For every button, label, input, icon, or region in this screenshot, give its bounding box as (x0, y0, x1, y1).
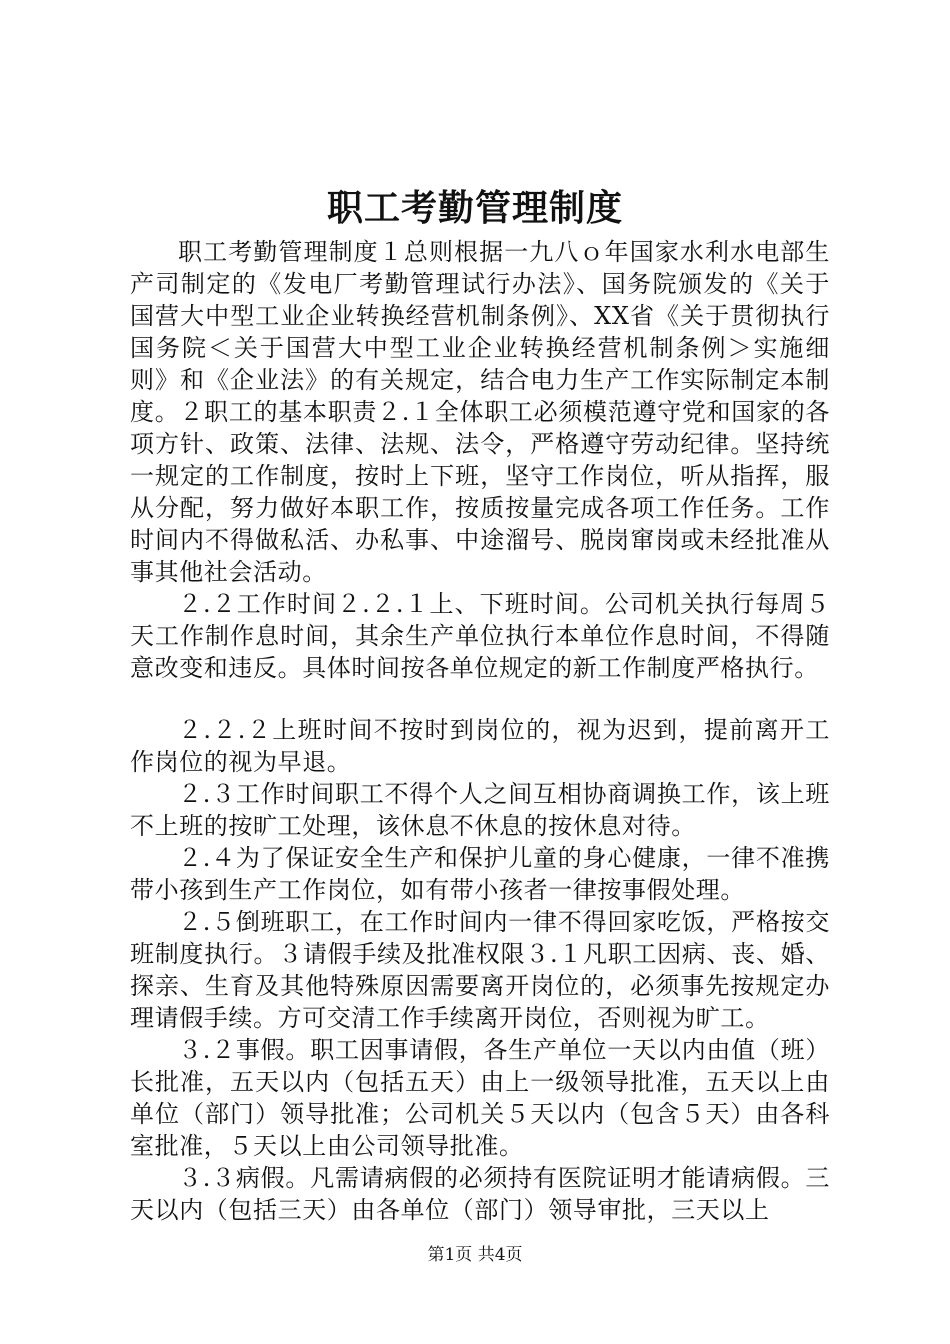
paragraph-7: ３.２事假。职工因事请假，各生产单位一天以内由值（班）长批准，五天以内（包括五天）由上一级领导批准，五天以上由单位（部门）领导批准；公司机关５天以内（包含５天）由各科室批准，５天以上由公司领导批准。 (130, 1036, 830, 1160)
paragraph-1: 职工考勤管理制度１总则根据一九八ｏ年国家水利水电部生产司制定的《发电厂考勤管理试行办法》、国务院颁发的《关于国营大中型工业企业转换经营机制条例》、XX省《关于贯彻执行国务院＜关于国营大中型工业企业转换经营机制条例＞实施细则》和《企业法》的有关规定，结合电力生产工作实际制定本制度。２职工的基本职责２.１全体职工必须模范遵守党和国家的各项方针、政策、法律、法规、法令，严格遵守劳动纪律。坚持统一规定的工作制度，按时上下班，坚守工作岗位，听从指挥，服从分配，努力做好本职工作，按质按量完成各项工作任务。工作时间内不得做私活、办私事、中途溜号、脱岗窜岗或未经批准从事其他社会活动。 (130, 238, 830, 586)
paragraph-4: ２.３工作时间职工不得个人之间互相协商调换工作，该上班不上班的按旷工处理，该休息不休息的按休息对待。 (130, 780, 830, 840)
document-body (130, 236, 830, 1226)
paragraph-8: ３.３病假。凡需请病假的必须持有医院证明才能请病假。三天以内（包括三天）由各单位（部门）领导审批，三天以上 (130, 1164, 830, 1224)
paragraph-3: ２.２.２上班时间不按时到岗位的，视为迟到，提前离开工作岗位的视为早退。 (130, 716, 830, 776)
paragraph-2: ２.２工作时间２.２.１上、下班时间。公司机关执行每周５天工作制作息时间，其余生产单位执行本单位作息时间，不得随意改变和违反。具体时间按各单位规定的新工作制度严格执行。 (130, 590, 830, 682)
page-footer: 第1页 共4页 (427, 1245, 523, 1265)
document-title: 职工考勤管理制度 (326, 187, 623, 229)
paragraph-6: ２.５倒班职工，在工作时间内一律不得回家吃饭，严格按交班制度执行。３请假手续及批准权限３.１凡职工因病、丧、婚、探亲、生育及其他特殊原因需要离开岗位的，必须事先按规定办理请假手续。方可交清工作手续离开岗位，否则视为旷工。 (130, 908, 830, 1032)
paragraph-5: ２.４为了保证安全生产和保护儿童的身心健康，一律不准携带小孩到生产工作岗位，如有带小孩者一律按事假处理。 (130, 844, 830, 904)
